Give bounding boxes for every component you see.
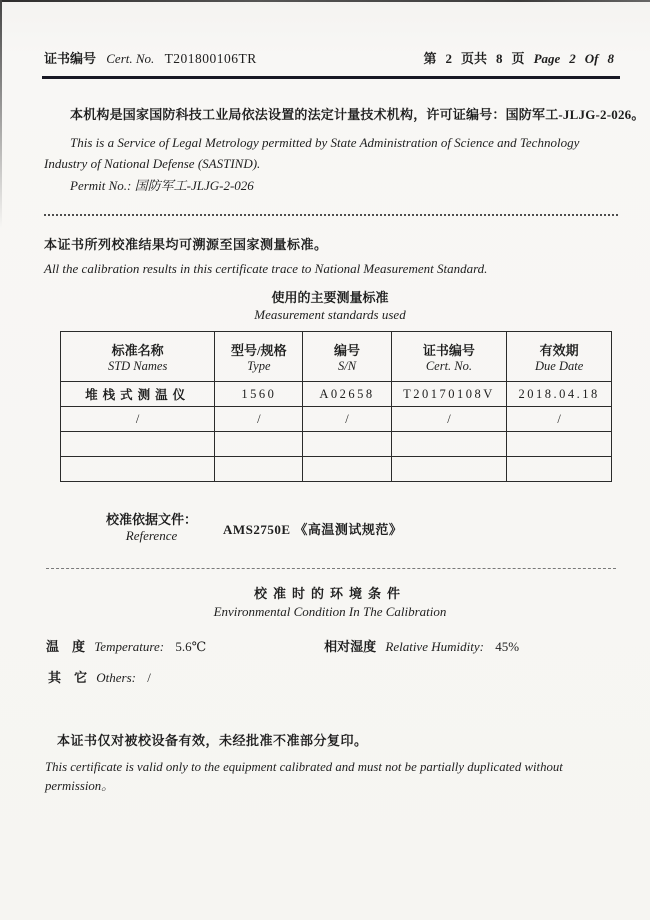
header-rule bbox=[42, 76, 620, 79]
col-std-names: 标准名称 STD Names bbox=[61, 332, 215, 382]
temperature-field bbox=[46, 636, 206, 655]
permit-value: 国防军工-JLJG-2-026 bbox=[134, 178, 254, 193]
std-name-cell bbox=[61, 457, 215, 482]
others-value: / bbox=[147, 670, 151, 685]
table-row bbox=[61, 432, 612, 457]
humidity-value: 45% bbox=[495, 639, 520, 654]
due-date-cell bbox=[507, 457, 612, 482]
authority-statement-cn: 本机构是国家国防科技工业局依法设置的法定计量技术机构，许可证编号：国防军工-JLJG-2-026。 bbox=[70, 107, 645, 122]
std-name-cell: / bbox=[61, 407, 215, 432]
sn-cell bbox=[303, 432, 391, 457]
reference-label bbox=[106, 512, 197, 544]
pagination-total: 8 bbox=[496, 51, 503, 66]
others-label-cn: 其 它 bbox=[48, 670, 88, 685]
environment-title bbox=[44, 585, 616, 621]
cert-no-cell: T20170108V bbox=[391, 382, 507, 407]
col-due-date: 有效期 Due Date bbox=[507, 332, 612, 382]
standards-title-cn: 使用的主要测量标准 bbox=[271, 290, 389, 305]
type-cell bbox=[215, 432, 303, 457]
authority-statement-en: This is a Service of Legal Metrology permitted by State Administration of Science and Technology Industry of National Defense (SASTIND). bbox=[44, 135, 580, 171]
pagination-en-middle: Of bbox=[584, 51, 599, 66]
validity-statement-en: This certificate is valid only to the equipment calibrated and must not be partially duplicated without permission。 bbox=[45, 760, 563, 793]
type-cell bbox=[215, 457, 303, 482]
pagination-suffix: 页 bbox=[511, 51, 525, 66]
due-date-cell: 2018.04.18 bbox=[507, 382, 612, 407]
reference-value: AMS2750E 《高温测试规范》 bbox=[223, 521, 403, 537]
reference-row bbox=[106, 512, 616, 544]
standards-header-row bbox=[61, 332, 612, 382]
validity-statement-cn: 本证书仅对被校设备有效，未经批准不准部分复印。 bbox=[57, 733, 368, 748]
pagination-en-current: 2 bbox=[569, 51, 576, 66]
reference-label-en: Reference bbox=[125, 528, 178, 543]
temperature-label-en: Temperature: bbox=[94, 639, 165, 654]
environment-title-cn: 校准时的环境条件 bbox=[253, 586, 406, 601]
standards-table bbox=[60, 331, 612, 482]
cert-no-cell bbox=[391, 457, 507, 482]
due-date-cell bbox=[507, 432, 612, 457]
humidity-field bbox=[324, 636, 519, 655]
scan-left-edge bbox=[0, 0, 2, 240]
standards-title-en: Measurement standards used bbox=[254, 307, 406, 322]
permit-line bbox=[44, 176, 616, 196]
traceability-cn: 本证书所列校准结果均可溯源至国家测量标准。 bbox=[44, 237, 328, 252]
table-row bbox=[61, 382, 612, 407]
cert-number-value: T201800106TR bbox=[164, 51, 257, 66]
traceability-statement bbox=[44, 234, 616, 277]
environment-values-row bbox=[44, 636, 616, 655]
others-field bbox=[48, 667, 616, 686]
reference-label-cn: 校准依据文件： bbox=[106, 512, 198, 527]
col-cert-no: 证书编号 Cert. No. bbox=[391, 332, 507, 382]
std-name-cell: 堆栈式测温仪 bbox=[61, 382, 215, 407]
dotted-separator bbox=[44, 214, 618, 216]
humidity-label-en: Relative Humidity: bbox=[385, 639, 484, 654]
temperature-label-cn: 温 度 bbox=[46, 639, 86, 654]
page-header bbox=[44, 0, 616, 67]
authority-statement bbox=[44, 105, 645, 196]
traceability-en: All the calibration results in this certificate trace to National Measurement Standard. bbox=[44, 261, 488, 276]
sn-cell bbox=[303, 457, 391, 482]
others-label-en: Others: bbox=[96, 670, 136, 685]
cert-no-cell bbox=[391, 432, 507, 457]
std-name-cell bbox=[61, 432, 215, 457]
cert-label-cn: 证书编号 bbox=[44, 51, 97, 66]
scan-top-edge bbox=[0, 0, 650, 2]
pagination-current: 2 bbox=[445, 51, 453, 66]
table-row bbox=[61, 407, 612, 432]
due-date-cell: / bbox=[507, 407, 612, 432]
cert-number-group bbox=[44, 48, 264, 67]
cert-label-en: Cert. No. bbox=[106, 51, 155, 66]
type-cell: 1560 bbox=[215, 382, 303, 407]
pagination-middle: 页共 bbox=[461, 51, 488, 66]
sn-cell: / bbox=[303, 407, 391, 432]
validity-statement bbox=[44, 730, 616, 794]
temperature-value: 5.6℃ bbox=[175, 639, 207, 654]
sn-cell: A02658 bbox=[303, 382, 391, 407]
pagination-en-prefix: Page bbox=[533, 51, 561, 66]
col-type: 型号/规格 Type bbox=[215, 332, 303, 382]
dashed-separator bbox=[46, 568, 616, 569]
standards-title bbox=[44, 289, 616, 323]
type-cell: / bbox=[215, 407, 303, 432]
pagination bbox=[424, 48, 616, 67]
col-sn: 编号 S/N bbox=[303, 332, 391, 382]
cert-no-cell: / bbox=[391, 407, 507, 432]
humidity-label-cn: 相对湿度 bbox=[324, 639, 377, 654]
table-row bbox=[61, 457, 612, 482]
permit-label: Permit No.: bbox=[70, 178, 132, 193]
environment-title-en: Environmental Condition In The Calibration bbox=[213, 604, 447, 619]
pagination-en-total: 8 bbox=[607, 51, 614, 66]
pagination-prefix: 第 bbox=[423, 51, 437, 66]
